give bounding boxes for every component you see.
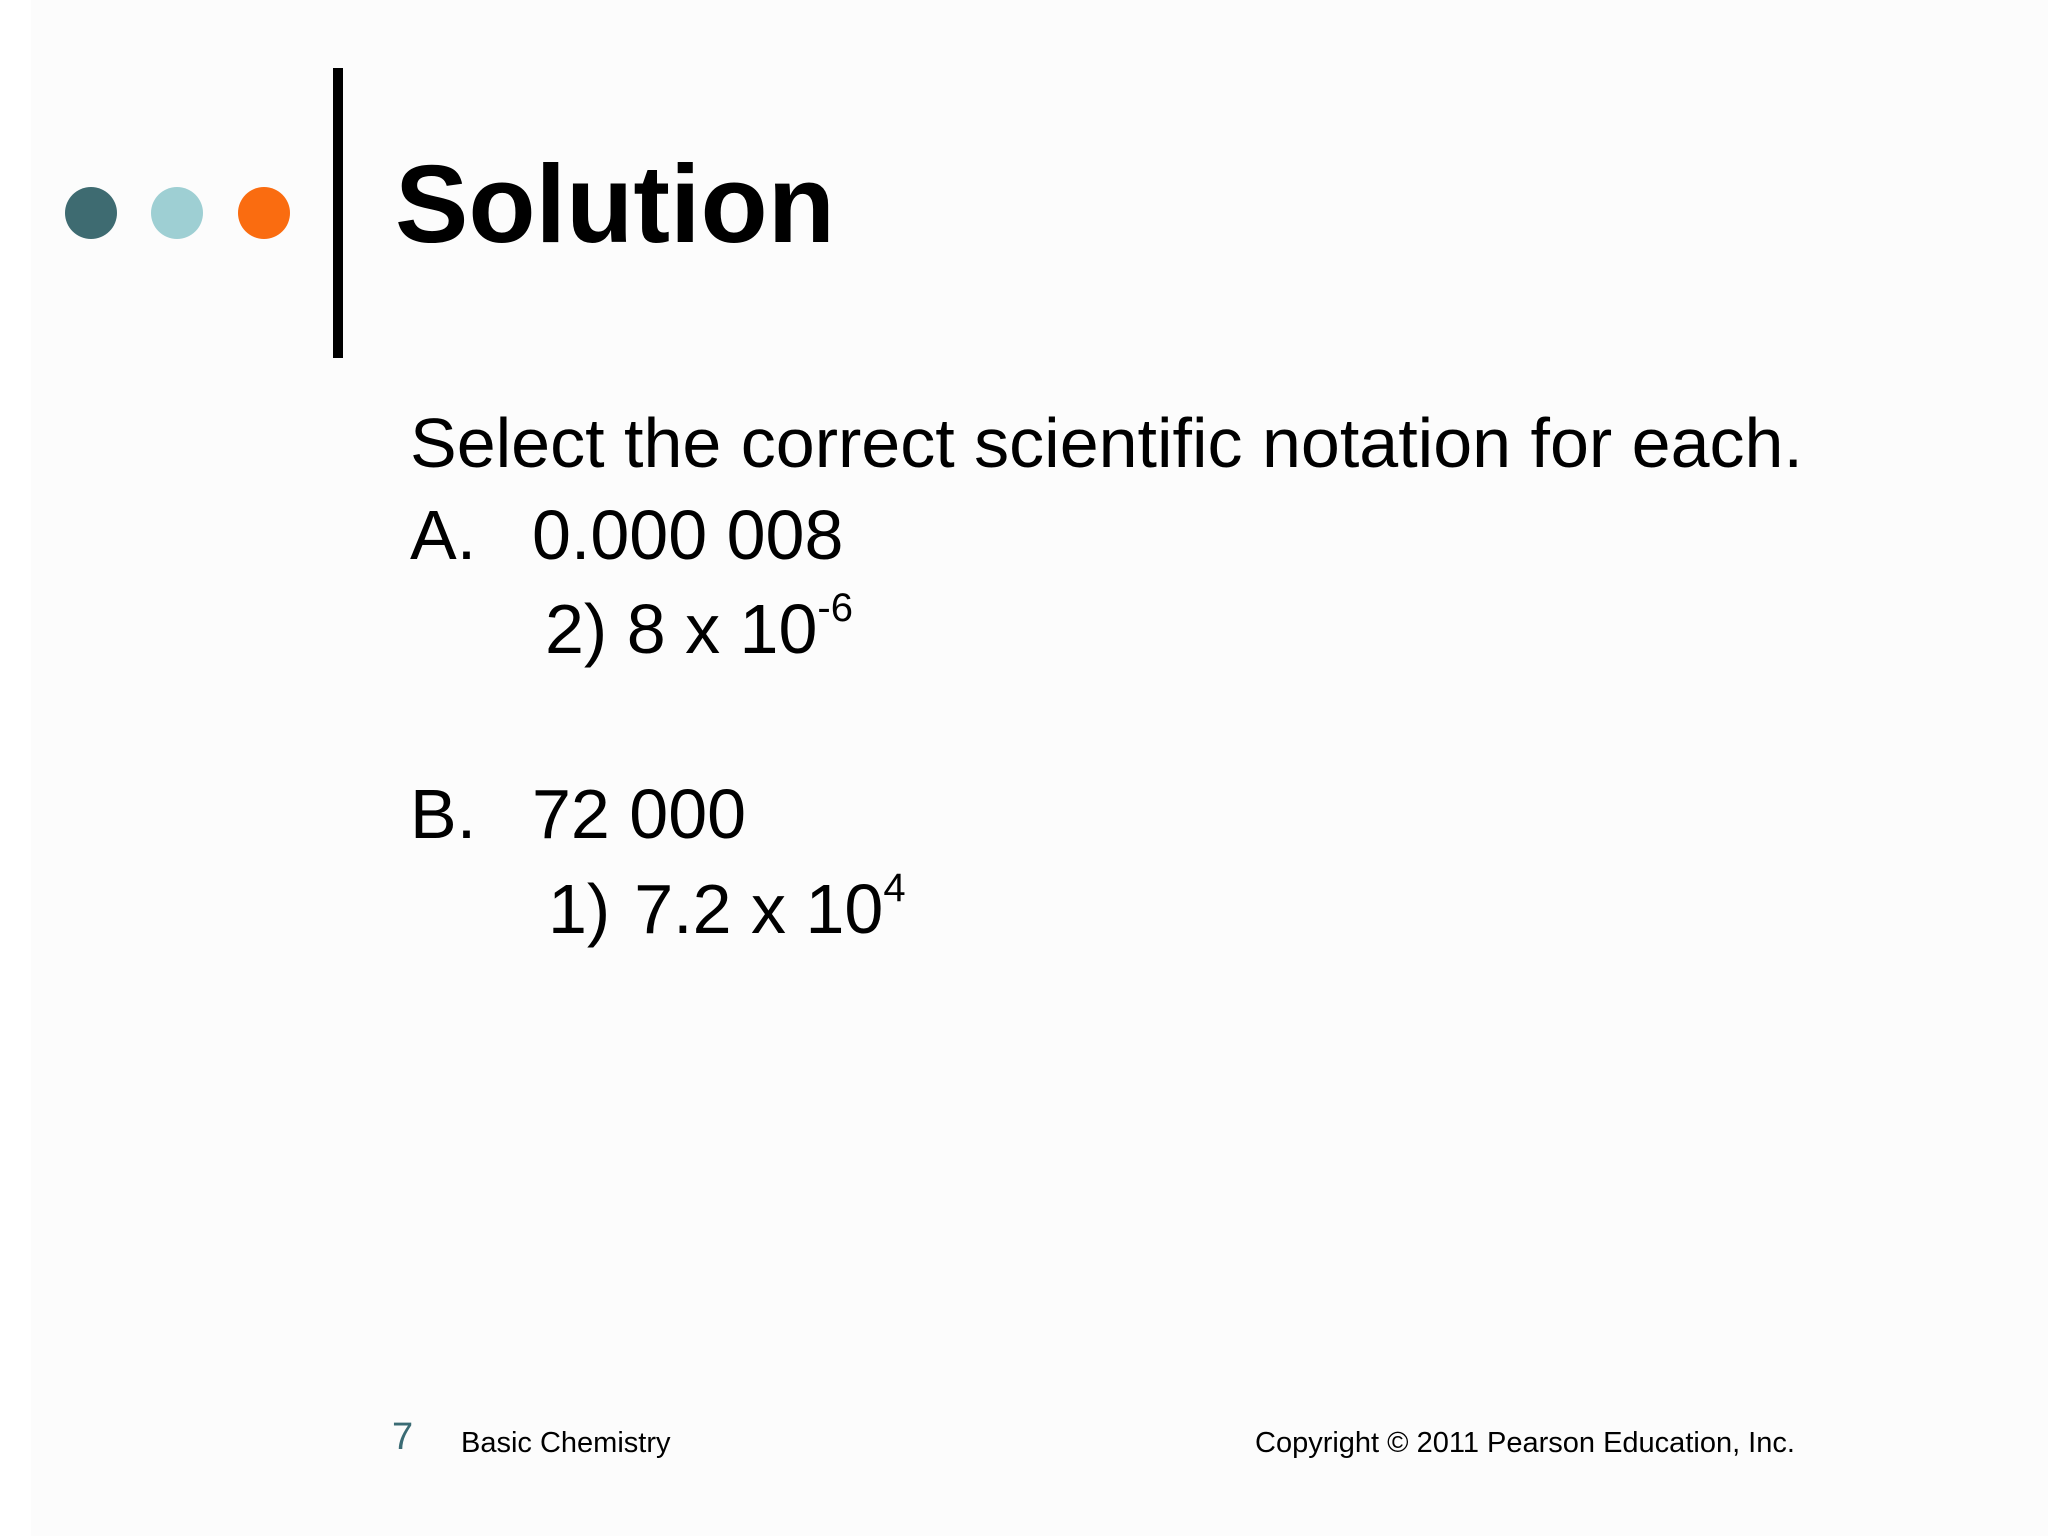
- question-a-label: A.: [410, 496, 477, 574]
- title-divider: [333, 68, 343, 358]
- slide: [31, 0, 2048, 1536]
- dark-teal-dot: [65, 187, 117, 239]
- orange-dot: [238, 187, 290, 239]
- answer-b-exponent: 4: [883, 866, 906, 910]
- question-b-answer: [548, 866, 906, 948]
- page-number: 7: [392, 1416, 414, 1458]
- copyright-notice: Copyright © 2011 Pearson Education, Inc.: [1255, 1427, 1795, 1459]
- question-b-value: 72 000: [532, 775, 747, 853]
- answer-b-base: 7.2 x 10: [634, 870, 884, 948]
- question-prompt: Select the correct scientific notation for each.: [410, 404, 1803, 482]
- slide-title: Solution: [395, 143, 835, 266]
- answer-a-base: 2) 8 x 10: [545, 590, 818, 668]
- question-a-answer: [545, 586, 853, 668]
- book-title: Basic Chemistry: [461, 1427, 671, 1459]
- question-b-label: B.: [410, 775, 477, 853]
- answer-b-number: 1): [548, 870, 611, 948]
- light-teal-dot: [151, 187, 203, 239]
- answer-a-exponent: -6: [817, 586, 853, 630]
- question-a-value: 0.000 008: [532, 496, 844, 574]
